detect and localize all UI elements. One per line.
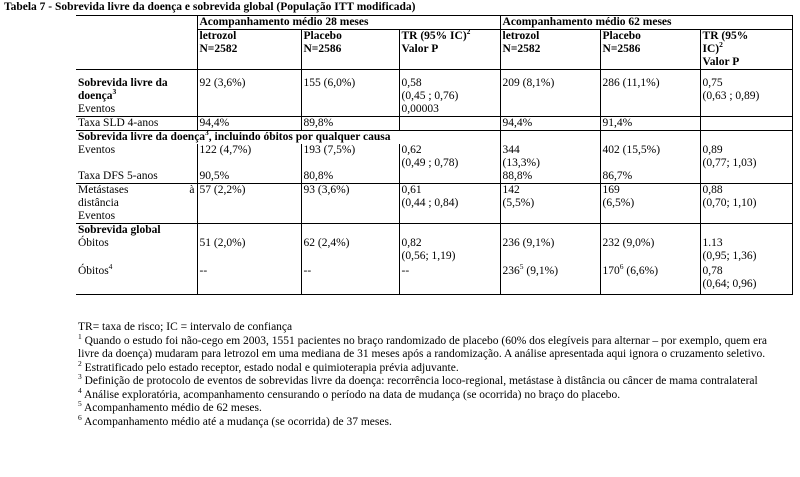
footnote-abbrev: TR= taxa de risco; IC = intervalo de confiança xyxy=(78,321,293,333)
col-tr-62: TR (95% IC)$^2$ Valor P xyxy=(700,30,792,70)
col-letrozol-28: letrozol N=2582 xyxy=(197,30,301,70)
table-row: Eventos 122 (4,7%) 193 (7,5%) 0,62 (0,49 ; 0,78) 344 (13,3%) 402 (15,5%) 0,89 (0,77; 1,03) xyxy=(76,144,792,170)
table-row: Óbitos 51 (2,0%) 62 (2,4%) 0,82 (0,56; 1,19) 236 (9,1%) 232 (9,0%) 1.13 (0,95; 1,36) xyxy=(76,237,792,263)
table-row: Taxa SLD 4-anos 94,4% 89,8% 94,4% 91,4% xyxy=(76,116,792,130)
section-header-row: Sobrevida global xyxy=(76,223,792,237)
footnote-5: $^5$ Acompanhamento médio de 62 meses. xyxy=(78,399,262,414)
footnote-1: $^1$ Quando o estudo foi não-cego em 2003, 1551 pacientes no braço randomizado de placebo (60% dos elegíveis para alternar – por exemplo, quem era livre da doença) mudaram para letrozol em uma mediana de 31 meses após a randomização. A análise apresentada aqui ignora o cruzamento seletivo. xyxy=(78,331,768,360)
group-28-header: Acompanhamento médio 28 meses xyxy=(197,16,500,30)
footnote-6: $^6$ Acompanhamento médio até a mudança (se ocorrida) de 37 meses. xyxy=(78,412,392,428)
table-row: Taxa DFS 5-anos 90,5% 80,8% 88,8% 86,7% xyxy=(76,170,792,184)
results-table xyxy=(76,15,793,295)
footnote-4: $^4$ Análise exploratória, acompanhamento censurando o período na data de mudança (se ocorrida) no braço do placebo. xyxy=(78,385,621,401)
col-placebo-28: Placebo N=2586 xyxy=(301,30,399,70)
footnote-2: $^2$ Estratificado pelo estado receptor, estado nodal e quimioterapia prévia adjuvante. xyxy=(78,358,459,374)
footnotes xyxy=(78,321,790,429)
section-header-row: Sobrevida livre da doença$^3$, incluindo óbitos por qualquer causa xyxy=(76,130,792,144)
col-tr-28: TR (95% IC)$^2$ Valor P xyxy=(399,30,500,70)
col-placebo-62: Placebo N=2586 xyxy=(600,30,700,70)
table-row: Óbitos$^4$ -- -- -- $236^5$ (9,1%) $170^6$ (6,6%) 0,78 (0,64; 0,96) xyxy=(76,263,792,295)
header-columns-row xyxy=(76,30,792,70)
table-title: Tabela 7 - Sobrevida livre da doença e sobrevida global (População ITT modificada) xyxy=(4,1,416,13)
header-group-row xyxy=(76,16,792,30)
footnote-3: $^3$ Definição de protocolo de eventos de sobrevidas livre da doença: recorrência loco-regional, metástase à distância ou câncer de mama contralateral xyxy=(78,372,758,387)
table-row: Metástases à distância Eventos 57 (2,2%) 93 (3,6%) 0,61 (0,44 ; 0,84) 142 (5,5%) 169 (6,5%) 0,88 (0,70; 1,10) xyxy=(76,183,792,223)
group-62-header: Acompanhamento médio 62 meses xyxy=(500,16,792,30)
table-row: Sobrevida livre da doença$^3$ Eventos 92 (3,6%) 155 (6,0%) 0,58 (0,45 ; 0,76) 0,00003 209 (8,1%) 286 (11,1%) 0,75 (0,63 ; 0,89) xyxy=(76,77,792,117)
col-letrozol-62: letrozol N=2582 xyxy=(500,30,600,70)
